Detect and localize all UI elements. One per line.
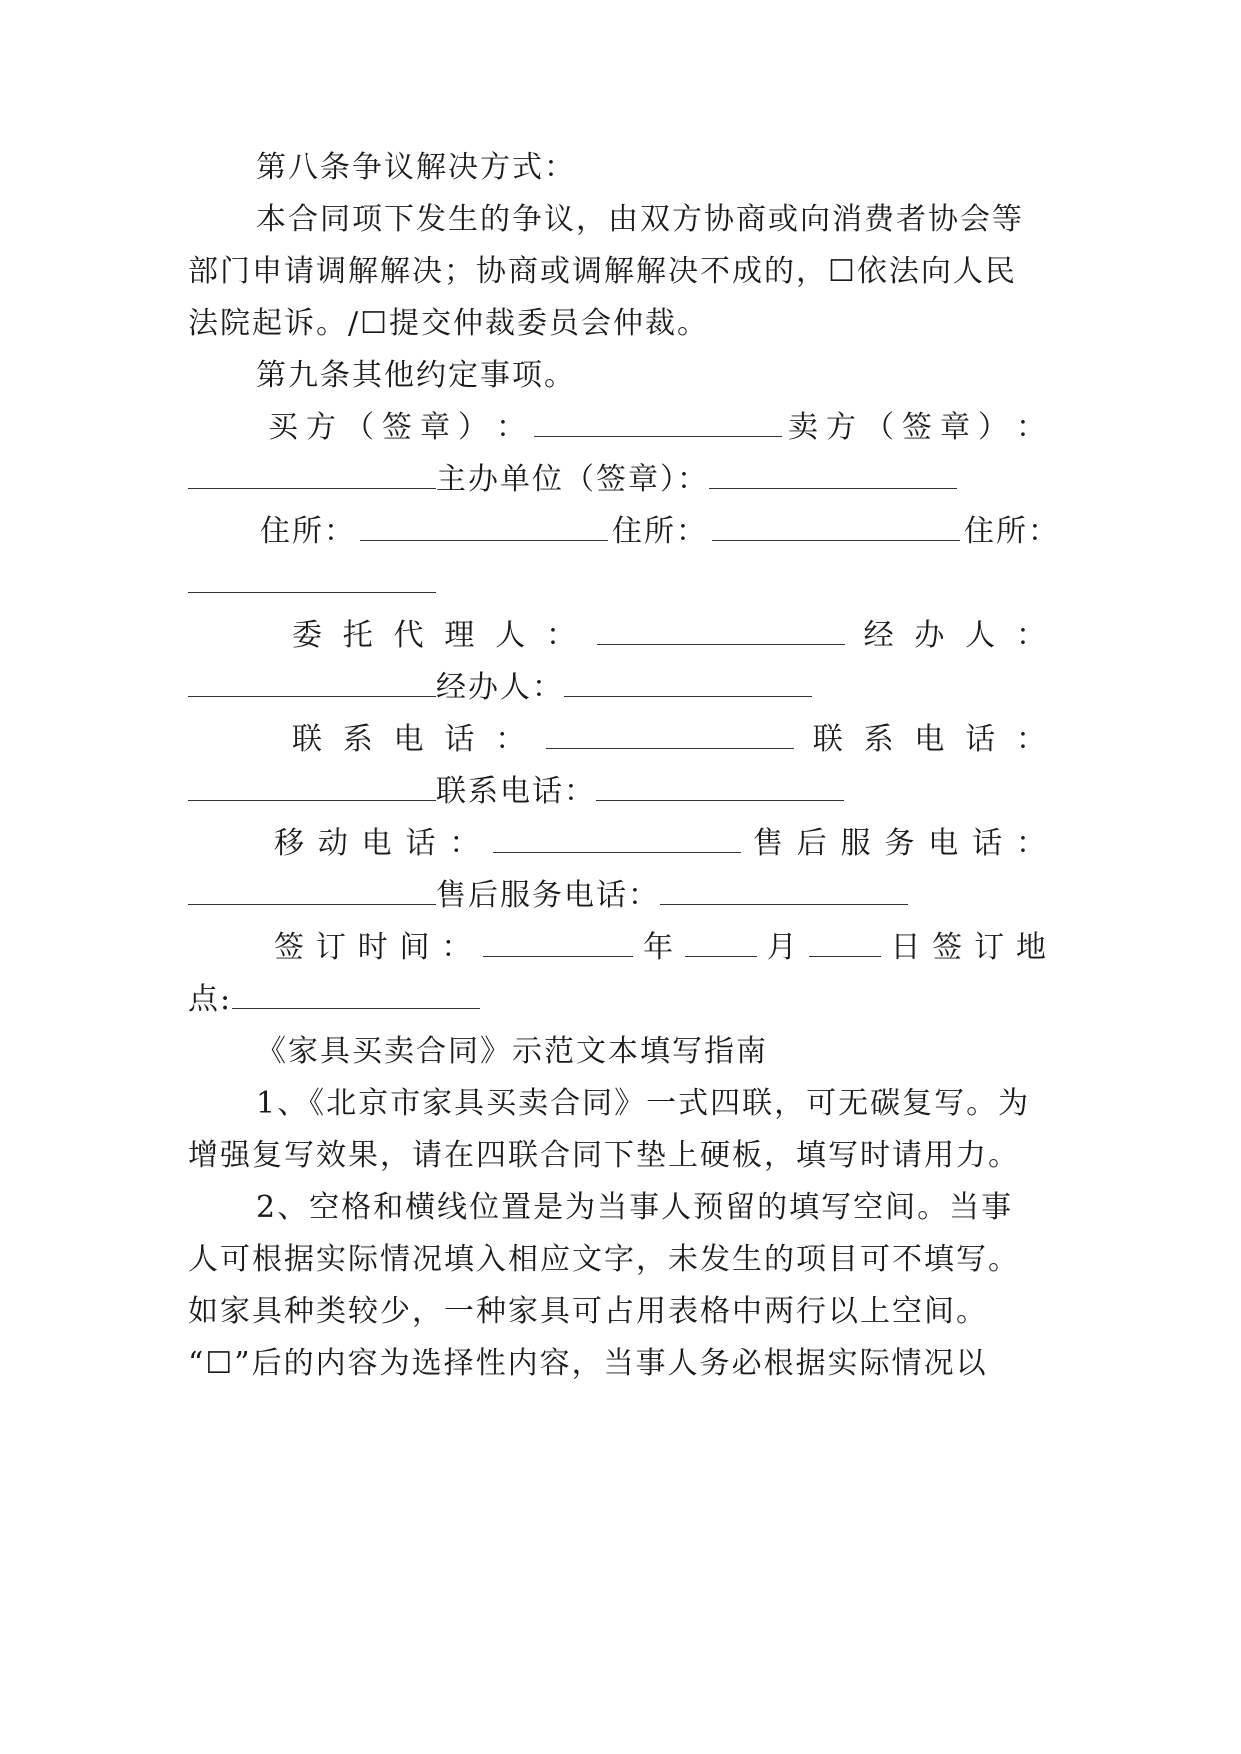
date-label-char: 时 bbox=[357, 930, 390, 965]
seller-label-char: ） bbox=[978, 410, 1010, 445]
phone-label-char: 话 bbox=[444, 722, 477, 757]
seller-phone-blank[interactable] bbox=[188, 772, 436, 801]
agent-label-char: 委 bbox=[292, 618, 324, 653]
seller-handler-blank[interactable] bbox=[188, 668, 436, 697]
buyer-label-char: ） bbox=[458, 410, 490, 445]
date-label-char: ： bbox=[441, 930, 474, 965]
phone-label-char: 电 bbox=[393, 722, 426, 757]
service-line-2 bbox=[188, 876, 1048, 916]
buyer-signature-blank[interactable] bbox=[534, 408, 782, 437]
seller-label-char: 方 bbox=[826, 410, 858, 445]
article-8-title: 第八条争议解决方式： bbox=[256, 150, 576, 185]
handler-label: 经办人： bbox=[436, 670, 564, 705]
phone-label-char: 联 bbox=[292, 722, 324, 757]
phone-label-char: 系 bbox=[863, 722, 896, 757]
year-label: 年 bbox=[643, 930, 676, 965]
service-label-char: 务 bbox=[884, 826, 917, 861]
service-label-char: 服 bbox=[840, 826, 873, 861]
date-label-char: 地 bbox=[1015, 930, 1048, 965]
phone-label: 联系电话： bbox=[436, 774, 596, 809]
buyer-phone-blank[interactable] bbox=[546, 720, 794, 749]
signing-date-line bbox=[274, 928, 1048, 968]
mobile-blank[interactable] bbox=[493, 824, 741, 853]
buyer-address-label: 住所： bbox=[260, 514, 356, 549]
guide-title: 《家具买卖合同》示范文本填写指南 bbox=[256, 1034, 768, 1069]
organizer-line bbox=[188, 460, 1048, 500]
organizer-label: 主办单位（签章）： bbox=[436, 462, 709, 497]
signing-place-line bbox=[188, 980, 1048, 1020]
year-blank[interactable] bbox=[483, 928, 633, 957]
seller-label-char: 签 bbox=[902, 410, 934, 445]
address-line bbox=[260, 512, 1060, 552]
phone-label-char: 系 bbox=[342, 722, 375, 757]
service-label-char: 售 bbox=[752, 826, 785, 861]
service-label-char: 电 bbox=[928, 826, 961, 861]
buyer-seller-line bbox=[268, 408, 1048, 448]
phone-line-2 bbox=[188, 772, 1048, 812]
organizer-address-label: 住所： bbox=[964, 514, 1060, 549]
date-label-char: 签 bbox=[274, 930, 306, 965]
mobile-label-char: 话 bbox=[405, 826, 438, 861]
guide-item-1-line-1: 1、《北京市家具买卖合同》一式四联，可无碳复写。为 bbox=[256, 1086, 1031, 1121]
phone-label-char: ： bbox=[1015, 722, 1048, 757]
mobile-service-line bbox=[274, 824, 1048, 864]
day-blank[interactable] bbox=[809, 928, 881, 957]
article-8-paragraph-line-1: 本合同项下发生的争议，由双方协商或向消费者协会等 bbox=[256, 202, 1024, 237]
buyer-label-char: 买 bbox=[268, 410, 300, 445]
handler-label-char: 办 bbox=[914, 618, 947, 653]
agent-handler-line bbox=[292, 616, 1048, 656]
seller-label-char: （ bbox=[864, 410, 896, 445]
agent-blank[interactable] bbox=[597, 616, 845, 645]
mobile-label-char: 动 bbox=[317, 826, 350, 861]
date-label-char: 日 bbox=[890, 930, 923, 965]
place-label: 点: bbox=[188, 982, 233, 1017]
seller-label-char: 章 bbox=[940, 410, 972, 445]
phone-label-char: 联 bbox=[812, 722, 845, 757]
mobile-label-char: ： bbox=[449, 826, 482, 861]
organizer-signature-blank[interactable] bbox=[709, 460, 957, 489]
phone-label-char: 话 bbox=[965, 722, 998, 757]
agent-label-char: 理 bbox=[444, 618, 477, 653]
mobile-label-char: 移 bbox=[274, 826, 306, 861]
handler-label-char: 经 bbox=[863, 618, 896, 653]
seller-label-char: ： bbox=[1016, 410, 1048, 445]
article-9-title: 第九条其他约定事项。 bbox=[256, 358, 576, 393]
buyer-label-char: ： bbox=[496, 410, 528, 445]
phone-label-char: ： bbox=[495, 722, 528, 757]
agent-label-char: 人 bbox=[495, 618, 528, 653]
handler-label-char: 人 bbox=[965, 618, 998, 653]
buyer-label-char: 方 bbox=[306, 410, 338, 445]
guide-item-2-line-2: 人可根据实际情况填入相应文字，未发生的项目可不填写。 bbox=[188, 1242, 1020, 1277]
place-blank[interactable] bbox=[232, 980, 480, 1009]
seller-address-label: 住所： bbox=[612, 514, 708, 549]
organizer-handler-blank[interactable] bbox=[564, 668, 812, 697]
guide-item-2-line-1: 2、空格和横线位置是为当事人预留的填写空间。当事 bbox=[256, 1190, 1014, 1225]
handler-label-char: ： bbox=[1015, 618, 1048, 653]
organizer-address-blank[interactable] bbox=[188, 564, 436, 593]
service-label-char: ： bbox=[1015, 826, 1048, 861]
seller-signature-blank[interactable] bbox=[188, 460, 436, 489]
guide-item-1-line-2: 增强复写效果，请在四联合同下垫上硬板，填写时请用力。 bbox=[188, 1138, 1020, 1173]
date-label-char: 签 bbox=[932, 930, 965, 965]
mobile-label-char: 电 bbox=[361, 826, 394, 861]
guide-item-2-line-3: 如家具种类较少，一种家具可占用表格中两行以上空间。 bbox=[188, 1294, 988, 1329]
organizer-address-line bbox=[188, 564, 1048, 604]
organizer-service-blank[interactable] bbox=[660, 876, 908, 905]
seller-label-char: 卖 bbox=[788, 410, 820, 445]
month-label: 月 bbox=[766, 930, 799, 965]
article-8-paragraph-line-2: 部门申请调解解决；协商或调解解决不成的，☐依法向人民 bbox=[188, 254, 1017, 289]
buyer-label-char: 章 bbox=[420, 410, 452, 445]
buyer-label-char: 签 bbox=[382, 410, 414, 445]
date-label-char: 订 bbox=[315, 930, 348, 965]
guide-item-2-line-4: “☐”后的内容为选择性内容，当事人务必根据实际情况以 bbox=[188, 1346, 988, 1381]
month-blank[interactable] bbox=[685, 928, 757, 957]
service-label-char: 后 bbox=[796, 826, 829, 861]
organizer-phone-blank[interactable] bbox=[596, 772, 844, 801]
buyer-address-blank[interactable] bbox=[360, 512, 608, 541]
buyer-label-char: （ bbox=[344, 410, 376, 445]
date-label-char: 间 bbox=[399, 930, 432, 965]
article-8-paragraph-line-3: 法院起诉。/☐提交仲裁委员会仲裁。 bbox=[188, 306, 710, 341]
agent-label-char: 托 bbox=[342, 618, 375, 653]
date-label-char: 订 bbox=[974, 930, 1007, 965]
phone-label-char: 电 bbox=[914, 722, 947, 757]
phone-line bbox=[292, 720, 1048, 760]
seller-service-blank[interactable] bbox=[188, 876, 436, 905]
seller-address-blank[interactable] bbox=[712, 512, 960, 541]
agent-label-char: ： bbox=[545, 618, 578, 653]
service-label: 售后服务电话： bbox=[436, 878, 660, 913]
service-label-char: 话 bbox=[972, 826, 1005, 861]
handler-line bbox=[188, 668, 1048, 708]
agent-label-char: 代 bbox=[393, 618, 426, 653]
